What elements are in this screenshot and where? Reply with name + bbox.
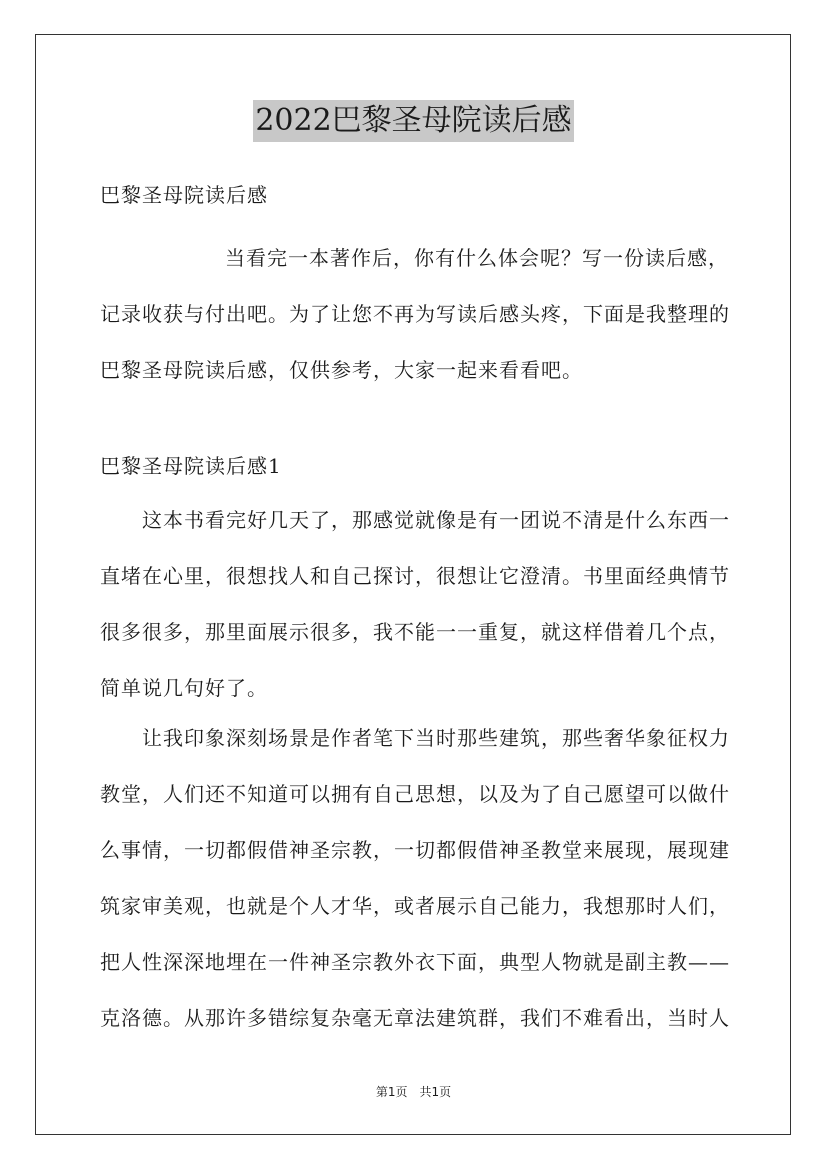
section-heading: 巴黎圣母院读后感1 — [100, 454, 282, 478]
body-paragraph-2: 让我印象深刻场景是作者笔下当时那些建筑，那些奢华象征权力教堂，人们还不知道可以拥有自己思想，以及为了自己愿望可以做什么事情，一切都假借神圣宗教，一切都假借神圣教堂来展现，展现建筑家审美观，也就是个人才华，或者展示自己能力，我想那时人们，把人性深深地埋在一件神圣宗教外衣下面，典型人物就是副主教——克洛德。从那许多错综复杂毫无章法建筑群，我们不难看出，当时人 — [100, 726, 730, 1030]
body-paragraph-1: 这本书看完好几天了，那感觉就像是有一团说不清是什么东西一直堵在心里，很想找人和自己探讨，很想让它澄清。书里面经典情节很多很多，那里面展示很多，我不能一一重复，就这样借着几个点，简单说几句好了。 — [100, 508, 730, 700]
document-subtitle: 巴黎圣母院读后感 — [100, 183, 268, 207]
intro-paragraph: 当看完一本著作后，你有什么体会呢？写一份读后感，记录收获与付出吧。为了让您不再为写读后感头疼，下面是我整理的巴黎圣母院读后感，仅供参考，大家一起来看看吧。 — [100, 246, 730, 382]
title-container — [0, 100, 827, 142]
document-title: 2022巴黎圣母院读后感 — [253, 100, 573, 142]
page-number-footer: 第1页 共1页 — [375, 1085, 452, 1099]
